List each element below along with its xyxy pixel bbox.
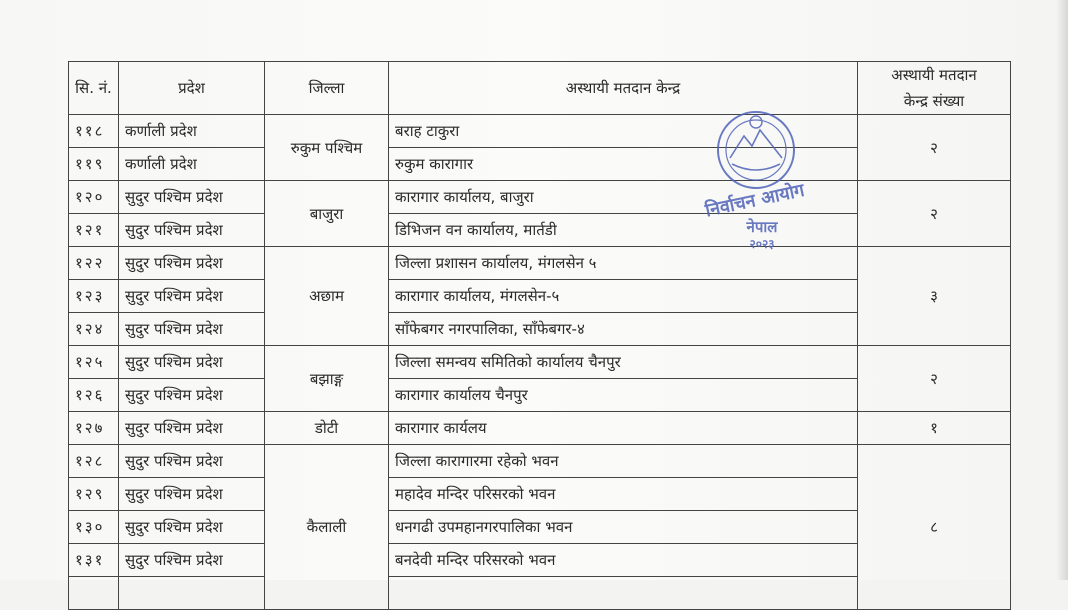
district-cell: कैलाली [265, 445, 389, 610]
table-row [69, 346, 1011, 379]
district-cell: अछाम [265, 247, 389, 346]
centre-cell: धनगढी उपमहानगरपालिका भवन [389, 511, 858, 544]
centre-count-cell: ८ [858, 445, 1011, 610]
election-commission-seal [686, 98, 826, 253]
centre-cell: बनदेवी मन्दिर परिसरको भवन [389, 544, 858, 577]
serial-cell: १२१ [69, 214, 119, 247]
serial-cell [69, 577, 119, 610]
centre-cell [389, 577, 858, 610]
table-row [69, 412, 1011, 445]
district-cell: रुकुम पश्चिम [265, 115, 389, 181]
district-cell: बाजुरा [265, 181, 389, 247]
serial-cell: १२३ [69, 280, 119, 313]
table-row [69, 445, 1011, 478]
centre-count-cell: २ [858, 346, 1011, 412]
centre-cell: जिल्ला कारागारमा रहेको भवन [389, 445, 858, 478]
centre-cell: जिल्ला प्रशासन कार्यालय, मंगलसेन ५ [389, 247, 858, 280]
centre-count-cell: २ [858, 115, 1011, 181]
province-cell: सुदुर पश्चिम प्रदेश [119, 346, 265, 379]
province-cell: कर्णाली प्रदेश [119, 148, 265, 181]
serial-cell: ११९ [69, 148, 119, 181]
centre-count-cell: ३ [858, 247, 1011, 346]
seal-year-text: २०२३ [749, 237, 775, 251]
seal-arc-text: निर्वाचन आयोग [703, 179, 807, 222]
table-row [69, 115, 1011, 148]
serial-cell: १३० [69, 511, 119, 544]
serial-cell: १२८ [69, 445, 119, 478]
serial-cell: १२७ [69, 412, 119, 445]
seal-land-icon [732, 164, 780, 170]
province-cell: सुदुर पश्चिम प्रदेश [119, 280, 265, 313]
district-cell: बझाङ्ग [265, 346, 389, 412]
province-cell: सुदुर पश्चिम प्रदेश [119, 544, 265, 577]
province-cell: सुदुर पश्चिम प्रदेश [119, 412, 265, 445]
province-cell: सुदुर पश्चिम प्रदेश [119, 313, 265, 346]
serial-cell: ११८ [69, 115, 119, 148]
province-cell: सुदुर पश्चिम प्रदेश [119, 478, 265, 511]
centre-cell: जिल्ला समन्वय समितिको कार्यालय चैनपुर [389, 346, 858, 379]
serial-cell: १२२ [69, 247, 119, 280]
centre-cell: महादेव मन्दिर परिसरको भवन [389, 478, 858, 511]
serial-cell: १२४ [69, 313, 119, 346]
centre-count-cell: १ [858, 412, 1011, 445]
seal-sun-icon [750, 116, 762, 128]
district-cell: डोटी [265, 412, 389, 445]
header-count-line2: केन्द्र संख्या [903, 92, 965, 110]
serial-cell: १२९ [69, 478, 119, 511]
centre-cell: कारागार कार्यालय, मंगलसेन-५ [389, 280, 858, 313]
seal-outer-ring [718, 112, 794, 188]
province-cell: सुदुर पश्चिम प्रदेश [119, 214, 265, 247]
centre-count-cell: २ [858, 181, 1011, 247]
header-centre: अस्थायी मतदान केन्द्र [389, 62, 858, 115]
serial-cell: १३१ [69, 544, 119, 577]
table-body [69, 115, 1011, 610]
province-cell: सुदुर पश्चिम प्रदेश [119, 445, 265, 478]
polling-centre-table [68, 61, 1011, 610]
province-cell: सुदुर पश्चिम प्रदेश [119, 181, 265, 214]
header-district: जिल्ला [265, 62, 389, 115]
page-edge-shadow [1056, 0, 1068, 580]
province-cell: कर्णाली प्रदेश [119, 115, 265, 148]
province-cell: सुदुर पश्चिम प्रदेश [119, 247, 265, 280]
table-row [69, 181, 1011, 214]
table-header-row [69, 62, 1011, 115]
header-serial: सि. नं. [69, 62, 119, 115]
seal-mountain-icon [730, 130, 782, 158]
centre-cell: बराह टाकुरा [389, 115, 858, 148]
centre-cell: रुकुम कारागार [389, 148, 858, 181]
serial-cell: १२५ [69, 346, 119, 379]
seal-country-text: नेपाल [746, 218, 778, 236]
serial-cell: १२० [69, 181, 119, 214]
province-cell [119, 577, 265, 610]
centre-cell: डिभिजन वन कार्यालय, मार्तडी [389, 214, 858, 247]
centre-cell: कारागार कार्यालय, बाजुरा [389, 181, 858, 214]
header-count-line1: अस्थायी मतदान [891, 66, 977, 84]
header-count [858, 62, 1011, 115]
serial-cell: १२६ [69, 379, 119, 412]
province-cell: सुदुर पश्चिम प्रदेश [119, 511, 265, 544]
table-row [69, 247, 1011, 280]
centre-cell: कारागार कार्यलय [389, 412, 858, 445]
province-cell: सुदुर पश्चिम प्रदेश [119, 379, 265, 412]
centre-cell: कारागार कार्यालय चैनपुर [389, 379, 858, 412]
header-province: प्रदेश [119, 62, 265, 115]
centre-cell: साँफेबगर नगरपालिका, साँफेबगर-४ [389, 313, 858, 346]
